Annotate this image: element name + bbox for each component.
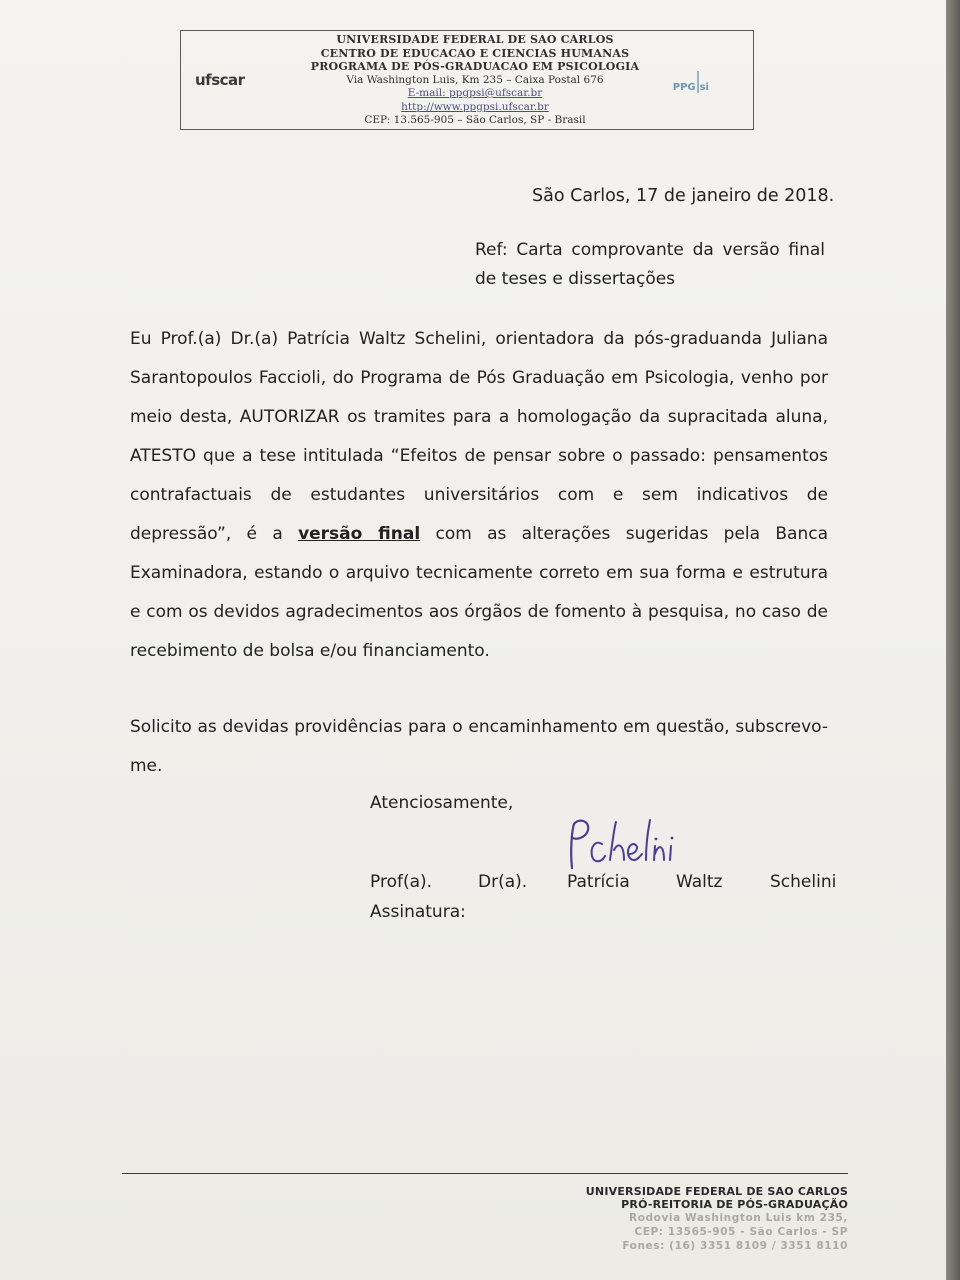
footer-divider <box>122 1173 848 1174</box>
ufscar-logo: ufscar <box>195 71 245 89</box>
footer-address: Rodovia Washington Luis km 235, <box>629 1212 848 1224</box>
footer-phones: Fones: (16) 3351 8109 / 3351 8110 <box>622 1240 848 1252</box>
university-name: UNIVERSIDADE FEDERAL DE SAO CARLOS <box>336 33 614 46</box>
signature-drawing <box>560 810 690 880</box>
paragraph1-after: com as alterações sugeridas pela Banca Examinadora, estando o arquivo tecnicamente correto em sua forma e estrutura e com os devidos agradecimentos aos órgãos de fomento à pesquisa, no caso de recebimento de bolsa e/ou financiamento. <box>130 524 828 661</box>
address: Via Washington Luis, Km 235 – Caixa Postal 676 <box>346 73 604 86</box>
paragraph-request: Solicito as devidas providências para o encaminhamento em questão, subscrevo-me. <box>130 717 828 776</box>
logo-bar-icon <box>697 71 699 93</box>
signatory-first-name: Patrícia <box>567 872 630 892</box>
ppgpsi-logo <box>673 71 709 93</box>
letterhead-text <box>285 33 665 128</box>
letterhead <box>180 30 754 130</box>
signature-label: Assinatura: <box>370 902 466 922</box>
background-edge <box>946 0 960 1280</box>
signatory-last-name: Schelini <box>770 872 837 892</box>
signatory-middle-name: Waltz <box>676 872 723 892</box>
closing: Atenciosamente, <box>370 793 514 813</box>
signatory-title: Prof(a). <box>370 872 433 892</box>
postal-code: CEP: 13.565-905 – São Carlos, SP - Brasil <box>364 114 586 126</box>
paragraph-authorization <box>130 320 828 671</box>
footer-university: UNIVERSIDADE FEDERAL DE SAO CARLOS <box>585 1185 848 1198</box>
date-line: São Carlos, 17 de janeiro de 2018. <box>532 186 835 206</box>
final-version-emphasis: versão final <box>298 524 421 544</box>
ppgpsi-logo-part-a: PPG <box>672 82 696 93</box>
paragraph1-before: Eu Prof.(a) Dr.(a) Patrícia Waltz Schelini, orientadora da pós-graduanda Juliana Sarantopoulos Faccioli, do Programa de Pós Graduação em Psicologia, venho por meio desta, AUTORIZAR os tramites para a homologação da supracitada aluna, ATESTO que a tese intitulada “Efeitos de pensar sobre o passado: pensamentos contrafactuais de estudantes universitários com e sem indicativos de depressão”, é a <box>130 329 828 544</box>
signatory-degree: Dr(a). <box>478 872 528 892</box>
reference-line: Ref: Carta comprovante da versão final de teses e dissertações <box>475 240 825 289</box>
footer-cep: CEP: 13565-905 - São Carlos - SP <box>634 1226 848 1238</box>
ppgpsi-logo-part-b: si <box>699 82 709 93</box>
footer-prorectorate: PRÓ-REITORIA DE PÓS-GRADUAÇÃO <box>621 1198 848 1211</box>
program-name: PROGRAMA DE PÓS-GRADUACAO EM PSICOLOGIA <box>310 60 640 73</box>
center-name: CENTRO DE EDUCACAO E CIENCIAS HUMANAS <box>320 46 630 60</box>
email-link[interactable]: E-mail: ppgpsi@ufscar.br <box>407 87 543 99</box>
footer-stamp <box>560 1185 848 1253</box>
website-link[interactable]: http://www.ppgpsi.ufscar.br <box>401 100 549 113</box>
